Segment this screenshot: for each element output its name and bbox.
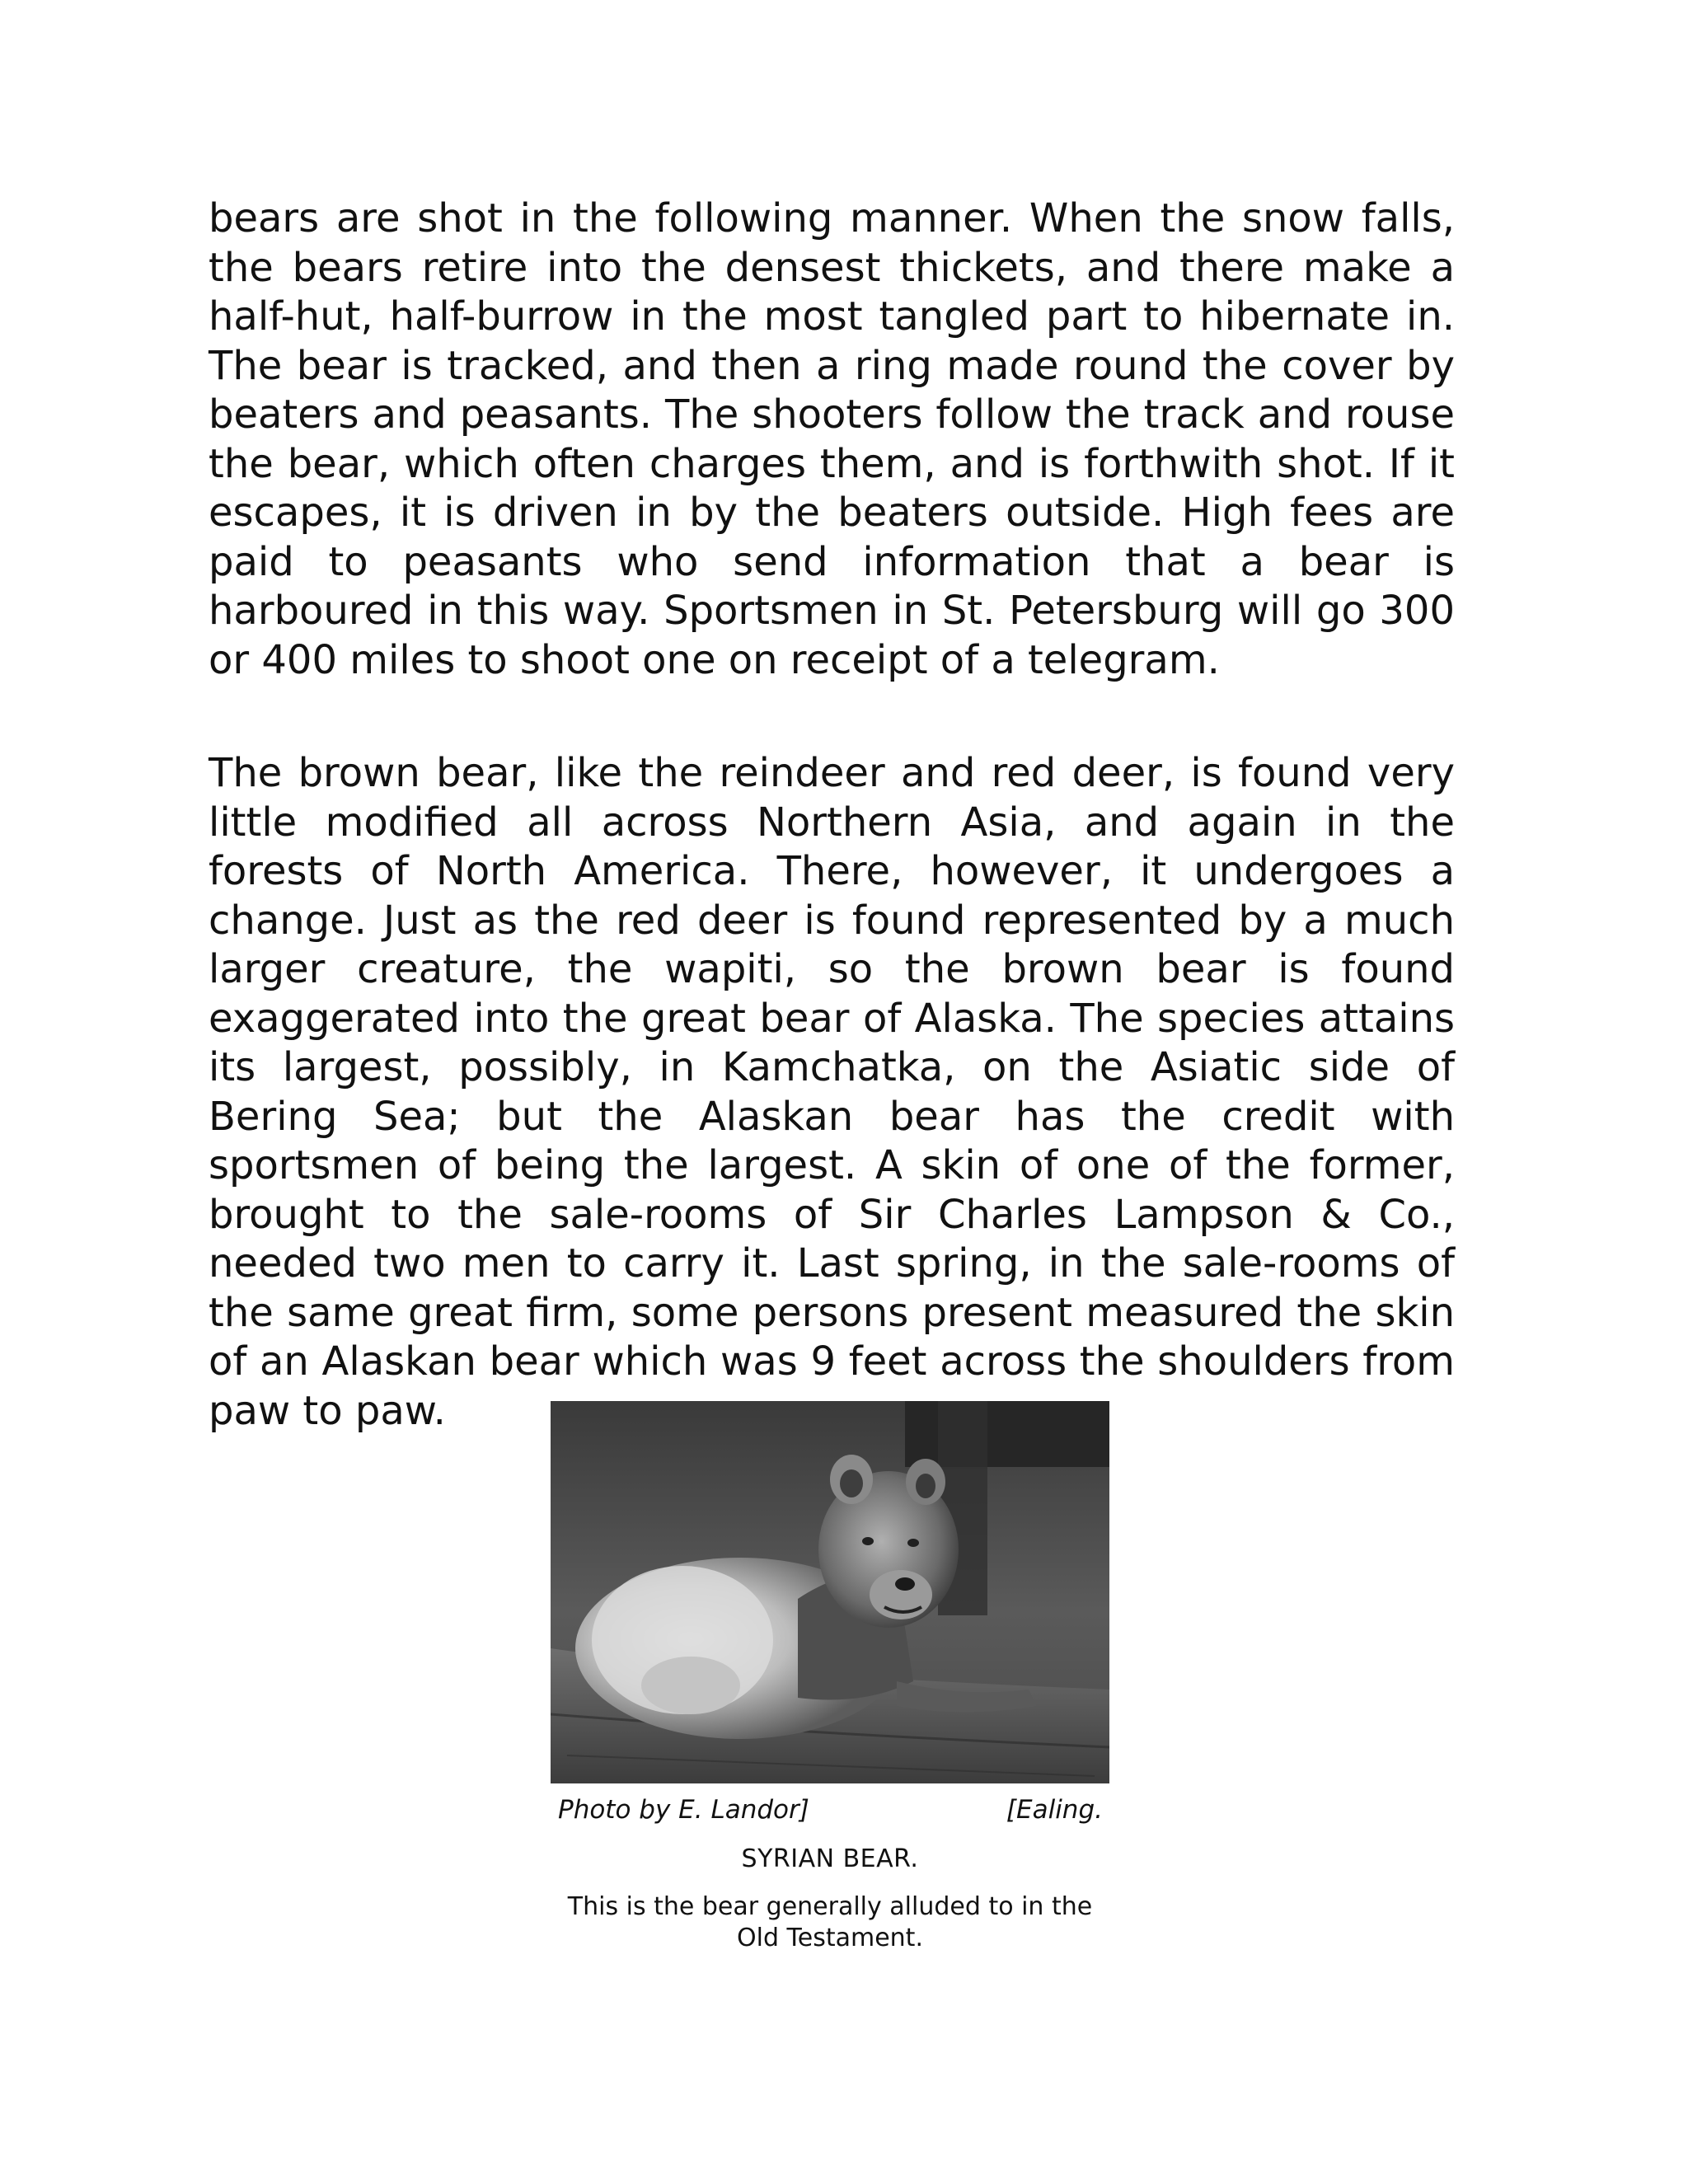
- figure: [551, 1401, 1109, 1954]
- page-body: [209, 194, 1455, 1436]
- body-paragraph-2: The brown bear, like the reindeer and red deer, is found very little modified all across Northern Asia, and again in the forests of North America. There, however, it undergoes a change. Just as the red deer is found represented by a much larger creature, the wapiti, so the brown bear is found exaggerated into the great bear of Alaska. The species attains its largest, possibly, in Kamchatka, on the Asiatic side of Bering Sea; but the Alaskan bear has the credit with sportsmen of being the largest. A skin of one of the former, brought to the sale-rooms of Sir Charles Lampson & Co., needed two men to carry it. Last spring, in the sale-rooms of the same great firm, some persons present measured the skin of an Alaskan bear which was 9 feet across the shoulders from paw to paw.: [209, 750, 1455, 1434]
- photo-credit-location: [Ealing.: [1006, 1795, 1103, 1825]
- figure-caption: This is the bear generally alluded to in the Old Testament.: [567, 1892, 1093, 1952]
- figure-title: SYRIAN BEAR.: [741, 1844, 919, 1873]
- photo-credit: [551, 1792, 1109, 1828]
- bear-photo: [551, 1401, 1109, 1783]
- body-paragraph-1: bears are shot in the following manner. When the snow falls, the bears retire into the densest thickets, and there make a half-hut, half-burrow in the most tangled part to hibernate in. The bear is tracked, and then a ring made round the cover by beaters and peasants. The shooters follow the track and rouse the bear, which often charges them, and is forthwith shot. If it escapes, it is driven in by the beaters outside. High fees are paid to peasants who send information that a bear is harboured in this way. Sportsmen in St. Petersburg will go 300 or 400 miles to shoot one on receipt of a telegram.: [209, 195, 1455, 683]
- photo-credit-photographer: Photo by E. Landor]: [558, 1795, 809, 1825]
